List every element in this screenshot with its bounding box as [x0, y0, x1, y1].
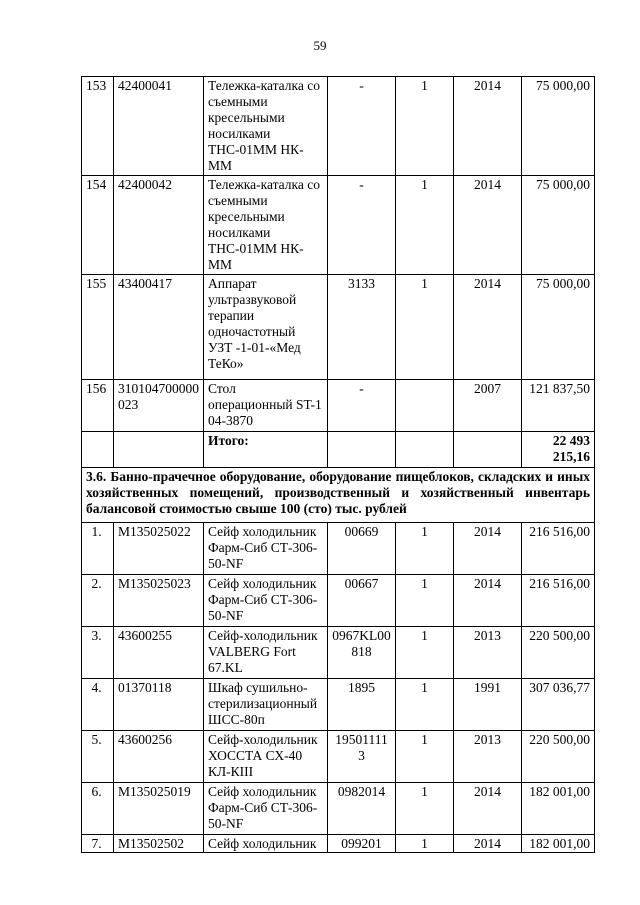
- row-number: 6.: [82, 783, 114, 835]
- row-number: 3.: [82, 627, 114, 679]
- year: 2014: [454, 77, 522, 176]
- quantity: 1: [396, 783, 454, 835]
- empty-cell: [396, 432, 454, 468]
- table-row: [82, 679, 595, 731]
- table-row: [82, 523, 595, 575]
- item-name: Стол операционный ST-1 04-3870: [204, 380, 328, 432]
- item-name: Аппарат ультразвуковой терапии одночастотный УЗТ -1-01-«Мед ТеКо»: [204, 275, 328, 380]
- row-number: 155: [82, 275, 114, 380]
- item-name: Сейф холодильник Фарм-Сиб СТ-306-50-NF: [204, 523, 328, 575]
- total-value: 22 493 215,16: [522, 432, 595, 468]
- item-name: Сейф-холодильник VALBERG Fort 67.KL: [204, 627, 328, 679]
- inventory-number: М13502502: [114, 835, 204, 853]
- quantity: 1: [396, 627, 454, 679]
- cost: 216 516,00: [522, 575, 595, 627]
- row-number: 1.: [82, 523, 114, 575]
- serial-number: 00667: [328, 575, 396, 627]
- cost: 307 036,77: [522, 679, 595, 731]
- empty-cell: [82, 432, 114, 468]
- inventory-number: М135025019: [114, 783, 204, 835]
- cost: 75 000,00: [522, 77, 595, 176]
- serial-number: -: [328, 176, 396, 275]
- item-name: Тележка-каталка со съемными кресельными носилками ТНС-01ММ НК-ММ: [204, 176, 328, 275]
- inventory-number: 43600255: [114, 627, 204, 679]
- row-number: 156: [82, 380, 114, 432]
- table-row: [82, 77, 595, 176]
- empty-cell: [328, 432, 396, 468]
- year: 2014: [454, 176, 522, 275]
- table-row: [82, 575, 595, 627]
- section-heading: 3.6. Банно-прачечное оборудование, оборудование пищеблоков, складских и иных хозяйственных помещений, производственный и хозяйственный инвентарь балансовой стоимостью свыше 100 (сто) тыс. рублей: [82, 468, 595, 523]
- row-number: 2.: [82, 575, 114, 627]
- serial-number: 1895: [328, 679, 396, 731]
- quantity: 1: [396, 275, 454, 380]
- year: 2014: [454, 835, 522, 853]
- cost: 182 001,00: [522, 783, 595, 835]
- year: 2013: [454, 731, 522, 783]
- serial-number: -: [328, 380, 396, 432]
- item-name: Сейф холодильник Фарм-Сиб СТ-306-50-NF: [204, 575, 328, 627]
- inventory-number: 42400041: [114, 77, 204, 176]
- quantity: 1: [396, 176, 454, 275]
- year: 1991: [454, 679, 522, 731]
- cost: 216 516,00: [522, 523, 595, 575]
- year: 2014: [454, 575, 522, 627]
- cost: 182 001,00: [522, 835, 595, 853]
- quantity: 1: [396, 575, 454, 627]
- total-row: [82, 432, 595, 468]
- serial-number: 00669: [328, 523, 396, 575]
- inventory-number: 43400417: [114, 275, 204, 380]
- inventory-number: 42400042: [114, 176, 204, 275]
- serial-number: -: [328, 77, 396, 176]
- empty-cell: [114, 432, 204, 468]
- table-row: [82, 627, 595, 679]
- cost: 75 000,00: [522, 275, 595, 380]
- row-number: 4.: [82, 679, 114, 731]
- table-row: [82, 176, 595, 275]
- cost: 75 000,00: [522, 176, 595, 275]
- section-heading-row: [82, 468, 595, 523]
- quantity: 1: [396, 679, 454, 731]
- quantity: 1: [396, 77, 454, 176]
- serial-number: 0982014: [328, 783, 396, 835]
- cost: 220 500,00: [522, 731, 595, 783]
- year: 2007: [454, 380, 522, 432]
- item-name: Сейф холодильник Фарм-Сиб СТ-306-50-NF: [204, 783, 328, 835]
- row-number: 154: [82, 176, 114, 275]
- year: 2014: [454, 275, 522, 380]
- quantity: [396, 380, 454, 432]
- year: 2014: [454, 523, 522, 575]
- page-number: 59: [313, 38, 327, 53]
- inventory-number: 310104700000023: [114, 380, 204, 432]
- item-name: Сейф-холодильник ХОССТА СХ-40 КЛ-КIII: [204, 731, 328, 783]
- quantity: 1: [396, 731, 454, 783]
- table-row: [82, 731, 595, 783]
- serial-number: 0967KL00818: [328, 627, 396, 679]
- serial-number: 099201: [328, 835, 396, 853]
- inventory-number: М135025023: [114, 575, 204, 627]
- quantity: 1: [396, 835, 454, 853]
- row-number: 7.: [82, 835, 114, 853]
- inventory-number: 43600256: [114, 731, 204, 783]
- year: 2013: [454, 627, 522, 679]
- row-number: 153: [82, 77, 114, 176]
- inventory-number: 01370118: [114, 679, 204, 731]
- year: 2014: [454, 783, 522, 835]
- serial-number: 3133: [328, 275, 396, 380]
- table-row: [82, 275, 595, 380]
- inventory-number: М135025022: [114, 523, 204, 575]
- table-row: [82, 835, 595, 853]
- inventory-table: [81, 76, 595, 853]
- total-label: Итого:: [204, 432, 328, 468]
- row-number: 5.: [82, 731, 114, 783]
- cost: 220 500,00: [522, 627, 595, 679]
- empty-cell: [454, 432, 522, 468]
- quantity: 1: [396, 523, 454, 575]
- table-row: [82, 380, 595, 432]
- item-name: Тележка-каталка со съемными кресельными носилками ТНС-01ММ НК-ММ: [204, 77, 328, 176]
- item-name: Сейф холодильник: [204, 835, 328, 853]
- serial-number: 195011113: [328, 731, 396, 783]
- table-row: [82, 783, 595, 835]
- item-name: Шкаф сушильно-стерилизационный ШСС-80п: [204, 679, 328, 731]
- cost: 121 837,50: [522, 380, 595, 432]
